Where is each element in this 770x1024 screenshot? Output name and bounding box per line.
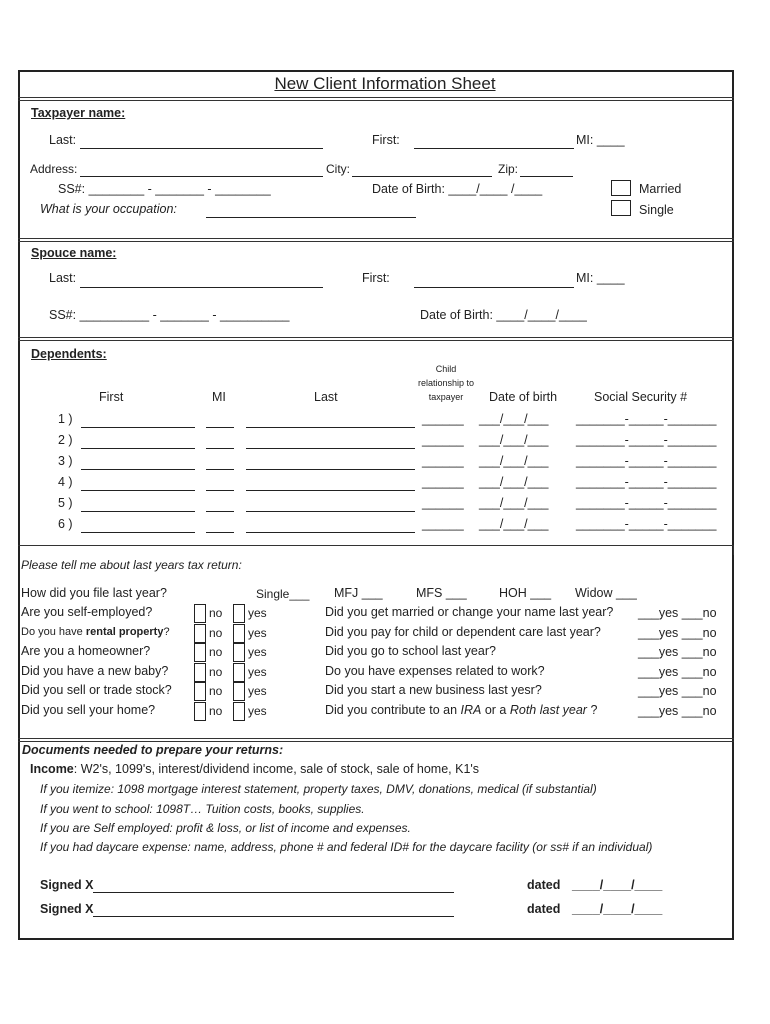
- left-question: [21, 625, 170, 639]
- dependent-dob-field[interactable]: ___/___/___: [479, 496, 549, 510]
- no-checkbox[interactable]: [194, 624, 206, 643]
- option-mfs[interactable]: MFS ___: [416, 586, 467, 600]
- dependents-heading: Dependents:: [31, 347, 107, 361]
- question-emphasis: rental property: [85, 625, 164, 638]
- doc-self-employed: If you are Self employed: profit & loss, or list of income and expenses.: [40, 821, 411, 835]
- dependent-row-number: 2 ): [58, 433, 73, 447]
- dated-label-1: dated: [527, 878, 561, 892]
- yes-checkbox[interactable]: [233, 682, 245, 701]
- dependent-row-number: 6 ): [58, 517, 73, 531]
- spouse-last-field[interactable]: [80, 287, 323, 288]
- income-line: [30, 762, 479, 776]
- no-checkbox[interactable]: [194, 663, 206, 682]
- dependent-relationship-field[interactable]: ______: [422, 454, 464, 468]
- yes-label: yes: [248, 664, 267, 679]
- question-text: or a: [481, 702, 510, 717]
- dependent-relationship-field[interactable]: ______: [422, 412, 464, 426]
- dependent-mi-field[interactable]: [206, 469, 234, 470]
- divider: [733, 545, 734, 555]
- no-checkbox[interactable]: [194, 604, 206, 623]
- yes-checkbox[interactable]: [233, 663, 245, 682]
- dependent-ss-field[interactable]: _______-_____-_______: [576, 496, 717, 510]
- page-title: New Client Information Sheet: [274, 74, 496, 93]
- col-ss-header: Social Security #: [594, 390, 688, 404]
- taxpayer-occupation-field[interactable]: [206, 217, 416, 218]
- dependent-row-number: 4 ): [58, 475, 73, 489]
- dependent-mi-field[interactable]: [206, 511, 234, 512]
- dependent-last-field[interactable]: [246, 427, 415, 428]
- dependent-first-field[interactable]: [81, 469, 195, 470]
- divider: [18, 545, 734, 546]
- dependent-dob-field[interactable]: ___/___/___: [479, 433, 549, 447]
- dependent-last-field[interactable]: [246, 448, 415, 449]
- yes-label: yes: [248, 684, 267, 698]
- right-question: Did you pay for child or dependent care last year?: [325, 624, 601, 639]
- divider: [18, 241, 734, 242]
- col-child-line3: taxpayer: [428, 392, 464, 402]
- doc-daycare: If you had daycare expense: name, address, phone # and federal ID# for the daycare facility (or ss# if an individual): [40, 840, 653, 854]
- dependent-ss-field[interactable]: _______-_____-_______: [576, 454, 717, 468]
- taxpayer-dob-field[interactable]: Date of Birth: ____/____ /____: [372, 182, 543, 196]
- question-text: IRA: [460, 702, 482, 717]
- divider: [18, 238, 734, 239]
- question-text: Do you have: [21, 625, 86, 638]
- dependent-mi-field[interactable]: [206, 490, 234, 491]
- question-text: Roth last year: [509, 702, 587, 717]
- taxpayer-first-label: First:: [372, 133, 400, 147]
- question-text: Did you contribute to an: [325, 702, 461, 717]
- spouse-dob-field[interactable]: Date of Birth: ____/____/____: [420, 308, 587, 322]
- divider: [18, 97, 734, 98]
- dependent-last-field[interactable]: [246, 532, 415, 533]
- dependent-last-field[interactable]: [246, 511, 415, 512]
- spouse-heading: Spouce name:: [31, 246, 117, 260]
- dependent-dob-field[interactable]: ___/___/___: [479, 475, 549, 489]
- col-child-line2: relationship to: [417, 378, 475, 388]
- dependent-first-field[interactable]: [81, 448, 195, 449]
- dependent-mi-field[interactable]: [206, 448, 234, 449]
- dependent-ss-field[interactable]: _______-_____-_______: [576, 475, 717, 489]
- divider: [18, 738, 734, 739]
- taxpayer-city-label: City:: [326, 162, 350, 176]
- yes-label: yes: [248, 645, 267, 659]
- col-mi-header: MI: [212, 390, 226, 404]
- left-question: Are you self-employed?: [21, 605, 153, 619]
- no-label: no: [209, 606, 223, 620]
- divider: [18, 100, 734, 101]
- documents-heading: Documents needed to prepare your returns:: [22, 743, 284, 757]
- single-label: Single: [639, 203, 674, 217]
- taxpayer-zip-field[interactable]: [520, 176, 573, 177]
- option-hoh[interactable]: HOH ___: [499, 586, 552, 600]
- right-question: Did you start a new business last yesr?: [325, 683, 542, 697]
- signature-label-2: Signed X: [40, 902, 94, 916]
- yes-checkbox[interactable]: [233, 702, 245, 721]
- taxpayer-occupation-label: What is your occupation:: [40, 202, 177, 216]
- left-question: Did you sell or trade stock?: [21, 683, 172, 697]
- no-checkbox[interactable]: [194, 643, 206, 662]
- taxpayer-mi-field[interactable]: MI: ____: [576, 133, 625, 147]
- left-question: Did you sell your home?: [21, 702, 156, 717]
- dependent-relationship-field[interactable]: ______: [422, 496, 464, 510]
- doc-itemize: If you itemize: 1098 mortgage interest statement, property taxes, DMV, donations, medical (if substantial): [40, 782, 597, 796]
- no-label: no: [209, 625, 223, 640]
- dependent-first-field[interactable]: [81, 511, 195, 512]
- taxpayer-last-field[interactable]: [80, 148, 323, 149]
- taxpayer-last-label: Last:: [49, 133, 77, 147]
- signature-field-1[interactable]: [93, 892, 454, 893]
- left-question: Did you have a new baby?: [21, 663, 169, 678]
- no-label: no: [209, 664, 223, 679]
- file-question: How did you file last year?: [21, 586, 167, 600]
- dependent-ss-field[interactable]: _______-_____-_______: [576, 412, 717, 426]
- question-text: ?: [163, 625, 170, 638]
- spouse-first-label: First:: [362, 271, 390, 285]
- divider: [18, 741, 734, 742]
- date-field-1[interactable]: ____/____/____: [572, 878, 663, 892]
- dependent-last-field[interactable]: [246, 469, 415, 470]
- dependent-row-number: 3 ): [58, 454, 73, 468]
- dependent-dob-field[interactable]: ___/___/___: [479, 517, 549, 531]
- yes-label: yes: [248, 606, 267, 620]
- no-checkbox[interactable]: [194, 702, 206, 721]
- dependent-dob-field[interactable]: ___/___/___: [479, 454, 549, 468]
- yes-no-field[interactable]: ___yes ___no: [638, 684, 717, 698]
- spouse-last-label: Last:: [49, 271, 77, 285]
- taxpayer-ss-field[interactable]: SS#: ________ - _______ - ________: [58, 182, 271, 196]
- no-label: no: [209, 684, 223, 698]
- question-text: ?: [586, 702, 598, 717]
- no-label: no: [209, 703, 223, 718]
- taxpayer-zip-label: Zip:: [498, 162, 519, 176]
- taxpayer-city-field[interactable]: [352, 176, 492, 177]
- divider: [18, 340, 734, 341]
- last-year-heading: Please tell me about last years tax return:: [21, 558, 242, 572]
- dependent-last-field[interactable]: [246, 490, 415, 491]
- dependent-row-number: 1 ): [58, 412, 73, 426]
- yes-no-field[interactable]: ___yes ___no: [638, 703, 717, 718]
- right-question: Did you get married or change your name last year?: [325, 605, 614, 619]
- taxpayer-heading: Taxpayer name:: [31, 106, 126, 120]
- option-single[interactable]: Single___: [256, 587, 310, 601]
- single-checkbox[interactable]: [611, 200, 631, 216]
- income-label: Income: [30, 762, 74, 776]
- spouse-ss-field[interactable]: SS#: __________ - _______ - __________: [49, 308, 290, 322]
- dated-label-2: dated: [527, 902, 561, 916]
- col-dob-header: Date of birth: [489, 390, 558, 404]
- yes-label: yes: [248, 703, 267, 718]
- dependent-mi-field[interactable]: [206, 427, 234, 428]
- income-text: : W2's, 1099's, interest/dividend income, sale of stock, sale of home, K1's: [73, 762, 480, 776]
- yes-no-field[interactable]: ___yes ___no: [638, 645, 717, 659]
- right-question: Did you go to school last year?: [325, 644, 496, 658]
- yes-no-field[interactable]: ___yes ___no: [638, 606, 717, 620]
- spouse-first-field[interactable]: [414, 287, 574, 288]
- taxpayer-address-label: Address:: [30, 162, 78, 176]
- left-question: Are you a homeowner?: [21, 644, 151, 658]
- spouse-mi-field[interactable]: MI: ____: [576, 271, 625, 285]
- no-label: no: [209, 645, 223, 659]
- dependent-first-field[interactable]: [81, 490, 195, 491]
- yes-checkbox[interactable]: [233, 624, 245, 643]
- no-checkbox[interactable]: [194, 682, 206, 701]
- dependent-first-field[interactable]: [81, 532, 195, 533]
- col-last-header: Last: [314, 390, 338, 404]
- dependent-relationship-field[interactable]: ______: [422, 433, 464, 447]
- taxpayer-first-field[interactable]: [414, 148, 574, 149]
- yes-no-field[interactable]: ___yes ___no: [638, 664, 717, 679]
- yes-checkbox[interactable]: [233, 643, 245, 662]
- dependent-mi-field[interactable]: [206, 532, 234, 533]
- doc-school: If you went to school: 1098T… Tuition costs, books, supplies.: [40, 802, 365, 816]
- dependent-dob-field[interactable]: ___/___/___: [479, 412, 549, 426]
- dependent-relationship-field[interactable]: ______: [422, 475, 464, 489]
- col-first-header: First: [99, 390, 124, 404]
- dependent-ss-field[interactable]: _______-_____-_______: [576, 433, 717, 447]
- yes-checkbox[interactable]: [233, 604, 245, 623]
- right-question: [325, 703, 597, 717]
- taxpayer-address-field[interactable]: [80, 176, 323, 177]
- dependent-first-field[interactable]: [81, 427, 195, 428]
- option-widow[interactable]: Widow ___: [575, 586, 637, 600]
- yes-label: yes: [248, 625, 267, 640]
- signature-field-2[interactable]: [93, 916, 454, 917]
- right-question: Do you have expenses related to work?: [325, 663, 545, 678]
- yes-no-field[interactable]: ___yes ___no: [638, 625, 717, 640]
- date-field-2[interactable]: ____/____/____: [572, 902, 663, 916]
- dependent-row-number: 5 ): [58, 496, 73, 510]
- signature-label-1: Signed X: [40, 878, 94, 892]
- dependent-relationship-field[interactable]: ______: [422, 517, 464, 531]
- option-mfj[interactable]: MFJ ___: [334, 586, 383, 600]
- divider: [18, 337, 734, 338]
- dependent-ss-field[interactable]: _______-_____-_______: [576, 517, 717, 531]
- married-checkbox[interactable]: [611, 180, 631, 196]
- married-label: Married: [639, 182, 682, 196]
- col-child-line1: Child: [435, 364, 457, 374]
